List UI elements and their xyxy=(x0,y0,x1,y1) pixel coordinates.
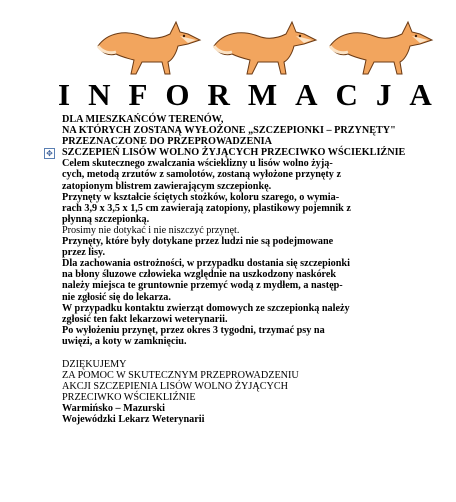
body-line: Dla zachowania ostrożności, w przypadku dostania się szczepionki xyxy=(62,258,350,270)
body-line: Przynęty, które były dotykane przez ludzi nie są podejmowane xyxy=(62,236,334,248)
header-line: PRZEZNACZONE DO PRZEPROWADZENIA xyxy=(62,136,272,148)
thanks-line: AKCJI SZCZEPIENIA LISÓW WOLNO ŻYJĄCYCH xyxy=(62,381,289,393)
note-line: Prosimy nie dotykać i nie niszczyć przynęt. xyxy=(62,224,240,236)
header-line: SZCZEPIEŃ LISÓW WOLNO ŻYJĄCYCH PRZECIWKO WŚCIEKLIŹNIE xyxy=(62,147,406,159)
body-line: zgłosić ten fakt lekarzowi weterynarii. xyxy=(62,313,228,325)
document-body xyxy=(62,114,456,426)
header-line: NA KTÓRYCH ZOSTANĄ WYŁOŻONE „SZCZEPIONKI – PRZYNĘTY" xyxy=(62,125,396,137)
body-line: Przynęty w kształcie ściętych stożków, koloru szarego, o wymia- xyxy=(62,191,340,203)
fox-illustration xyxy=(208,16,320,78)
heading-title: INFORMACJA xyxy=(58,77,450,112)
body-line: na błony śluzowe człowieka względnie na uszkodzony naskórek xyxy=(62,269,337,281)
spacer xyxy=(62,347,456,359)
body-line: uwięzi, a koty w zamknięciu. xyxy=(62,335,187,347)
body-line: Celem skutecznego zwalczania wścieklizny u lisów wolno żyją- xyxy=(62,158,333,170)
body-line: zatopionym blistrem zawierającym szczepionkę. xyxy=(62,180,272,192)
fox-illustration xyxy=(324,16,436,78)
body-line: rach 3,9 x 3,5 x 1,5 cm zawierają zatopiony, plastikowy pojemnik z xyxy=(62,202,351,214)
body-line: Po wyłożeniu przynęt, przez okres 3 tygodni, trzymać psy na xyxy=(62,324,325,336)
thanks-line: ZA POMOC W SKUTECZNYM PRZEPROWADZENIU xyxy=(62,370,299,382)
body-line: W przypadku kontaktu zwierząt domowych ze szczepionką należy xyxy=(62,302,350,314)
fox-illustration xyxy=(92,16,204,78)
body-line: nie zgłosić się do lekarza. xyxy=(62,291,171,303)
thanks-line: DZIĘKUJEMY xyxy=(62,358,127,370)
signature-line: Warmińsko – Mazurski xyxy=(62,403,166,415)
body-line: płynną szczepionką. xyxy=(62,213,150,225)
body-line: należy miejsca te gruntownie przemyć wodą z mydłem, a następ- xyxy=(62,280,343,292)
header-line: DLA MIESZKAŃCÓW TERENÓW, xyxy=(62,114,224,125)
move-handle-icon[interactable]: ✥ xyxy=(44,148,55,159)
body-line: cych, metodą zrzutów z samolotów, zostaną wyłożone przynęty z xyxy=(62,169,341,181)
signature-line: Wojewódzki Lekarz Weterynarii xyxy=(62,414,205,426)
body-line: przez lisy. xyxy=(62,247,106,259)
thanks-line: PRZECIWKO WŚCIEKLIŹNIE xyxy=(62,392,196,404)
